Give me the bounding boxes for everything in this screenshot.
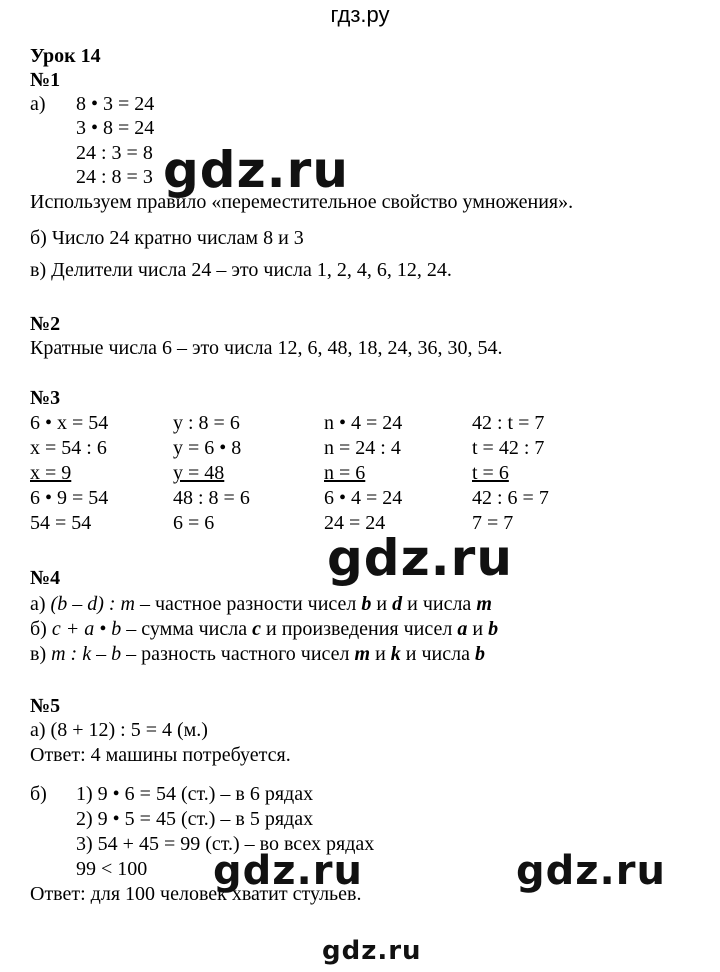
task-4-v-desc: – разность частного чисел [121, 643, 355, 665]
watermark: gdz.ru [516, 848, 666, 894]
task-1-v: в) Делители числа 24 – это числа 1, 2, 4, 6, 12, 24. [30, 259, 452, 281]
task-5-a-answer: Ответ: 4 машины потребуется. [30, 744, 291, 766]
task-3-cell: 7 = 7 [472, 512, 514, 534]
task-3-cell: n = 24 : 4 [324, 437, 401, 459]
task-4-b-var: c [252, 618, 262, 640]
task-1-title: №1 [30, 69, 61, 91]
task-4-v-prefix: в) [30, 643, 52, 665]
task-5-b-line: 3) 54 + 45 = 99 (ст.) – во всех рядах [76, 833, 375, 855]
task-3-answer: t = 6 [472, 462, 509, 484]
task-3-cell: 48 : 8 = 6 [173, 487, 250, 509]
task-5-b-line: 1) 9 • 6 = 54 (ст.) – в 6 рядах [76, 783, 314, 805]
task-1-a-marker: а) [30, 93, 46, 115]
lesson-title: Урок 14 [30, 45, 101, 67]
task-1-b: б) Число 24 кратно числам 8 и 3 [30, 227, 304, 249]
task-3-answer: y = 48 [173, 462, 225, 484]
task-3-cell: 6 • x = 54 [30, 412, 109, 434]
task-3-answer: n = 6 [324, 462, 366, 484]
task-3-cell: n • 4 = 24 [324, 412, 403, 434]
task-4-b [30, 617, 498, 641]
task-3-answer: x = 9 [30, 462, 72, 484]
task-3-cell: 42 : t = 7 [472, 412, 545, 434]
task-5-b-line: 2) 9 • 5 = 45 (ст.) – в 5 рядах [76, 808, 314, 830]
task-4-a-desc: и числа [402, 593, 477, 615]
task-3-cell: 6 • 9 = 54 [30, 487, 109, 509]
task-4-b-var: b [488, 618, 499, 640]
task-4-a-var: m [476, 593, 492, 615]
task-1-a-line: 3 • 8 = 24 [76, 117, 155, 139]
task-3-cell: t = 42 : 7 [472, 437, 545, 459]
task-3-cell: 24 = 24 [324, 512, 386, 534]
task-5-b-line: 99 < 100 [76, 858, 148, 880]
task-4-a-desc: – частное разности чисел [134, 593, 362, 615]
task-4-a-var: d [392, 593, 403, 615]
task-4-v-desc: и числа [400, 643, 475, 665]
task-4-b-and: и [467, 618, 489, 640]
task-5-title: №5 [30, 695, 61, 717]
task-3-cell: y : 8 = 6 [173, 412, 240, 434]
task-4-v [30, 642, 485, 666]
watermark: gdz.ru [213, 848, 363, 894]
task-4-a-var: b [361, 593, 372, 615]
task-5-b-answer: Ответ: для 100 человек хватит стульев. [30, 883, 362, 905]
watermark: gdz.ru [327, 529, 513, 587]
watermark: gdz.ru [163, 141, 349, 199]
task-3-cell: 42 : 6 = 7 [472, 487, 549, 509]
task-4-v-var: m [354, 643, 371, 665]
task-2-text: Кратные числа 6 – это числа 12, 6, 48, 18, 24, 36, 30, 54. [30, 337, 503, 359]
footer-watermark: gdz.ru [322, 936, 422, 966]
task-4-a-prefix: а) [30, 593, 51, 615]
site-header: гдз.ру [330, 2, 390, 27]
task-4-b-expr: c + a • b [51, 618, 122, 640]
task-4-title: №4 [30, 567, 61, 589]
task-4-v-var: b [474, 643, 485, 665]
task-3-title: №3 [30, 387, 61, 409]
task-3-cell: x = 54 : 6 [30, 437, 107, 459]
task-4-v-expr: m : k – b [51, 643, 122, 665]
task-4-b-var: a [457, 618, 468, 640]
task-5-b-marker: б) [30, 783, 47, 805]
task-1-a-line: 24 : 3 = 8 [76, 142, 153, 164]
task-4-b-desc: – сумма числа [121, 618, 253, 640]
task-5-a-line: а) (8 + 12) : 5 = 4 (м.) [30, 719, 208, 741]
task-4-v-and: и [370, 643, 391, 665]
task-1-a-line: 24 : 8 = 3 [76, 166, 153, 188]
task-4-a [30, 592, 492, 616]
task-1-a-line: 8 • 3 = 24 [76, 93, 155, 115]
task-3-cell: 6 • 4 = 24 [324, 487, 403, 509]
task-4-a-and: и [371, 593, 393, 615]
task-4-v-var: k [390, 643, 401, 665]
task-4-a-expr: (b – d) : m [50, 593, 135, 615]
task-4-b-prefix: б) [30, 618, 52, 640]
task-3-cell: y = 6 • 8 [173, 437, 242, 459]
task-4-b-desc: и произведения чисел [261, 618, 458, 640]
task-3-cell: 6 = 6 [173, 512, 215, 534]
task-1-rule: Используем правило «переместительное свойство умножения». [30, 191, 574, 213]
task-2-title: №2 [30, 313, 61, 335]
task-3-cell: 54 = 54 [30, 512, 92, 534]
